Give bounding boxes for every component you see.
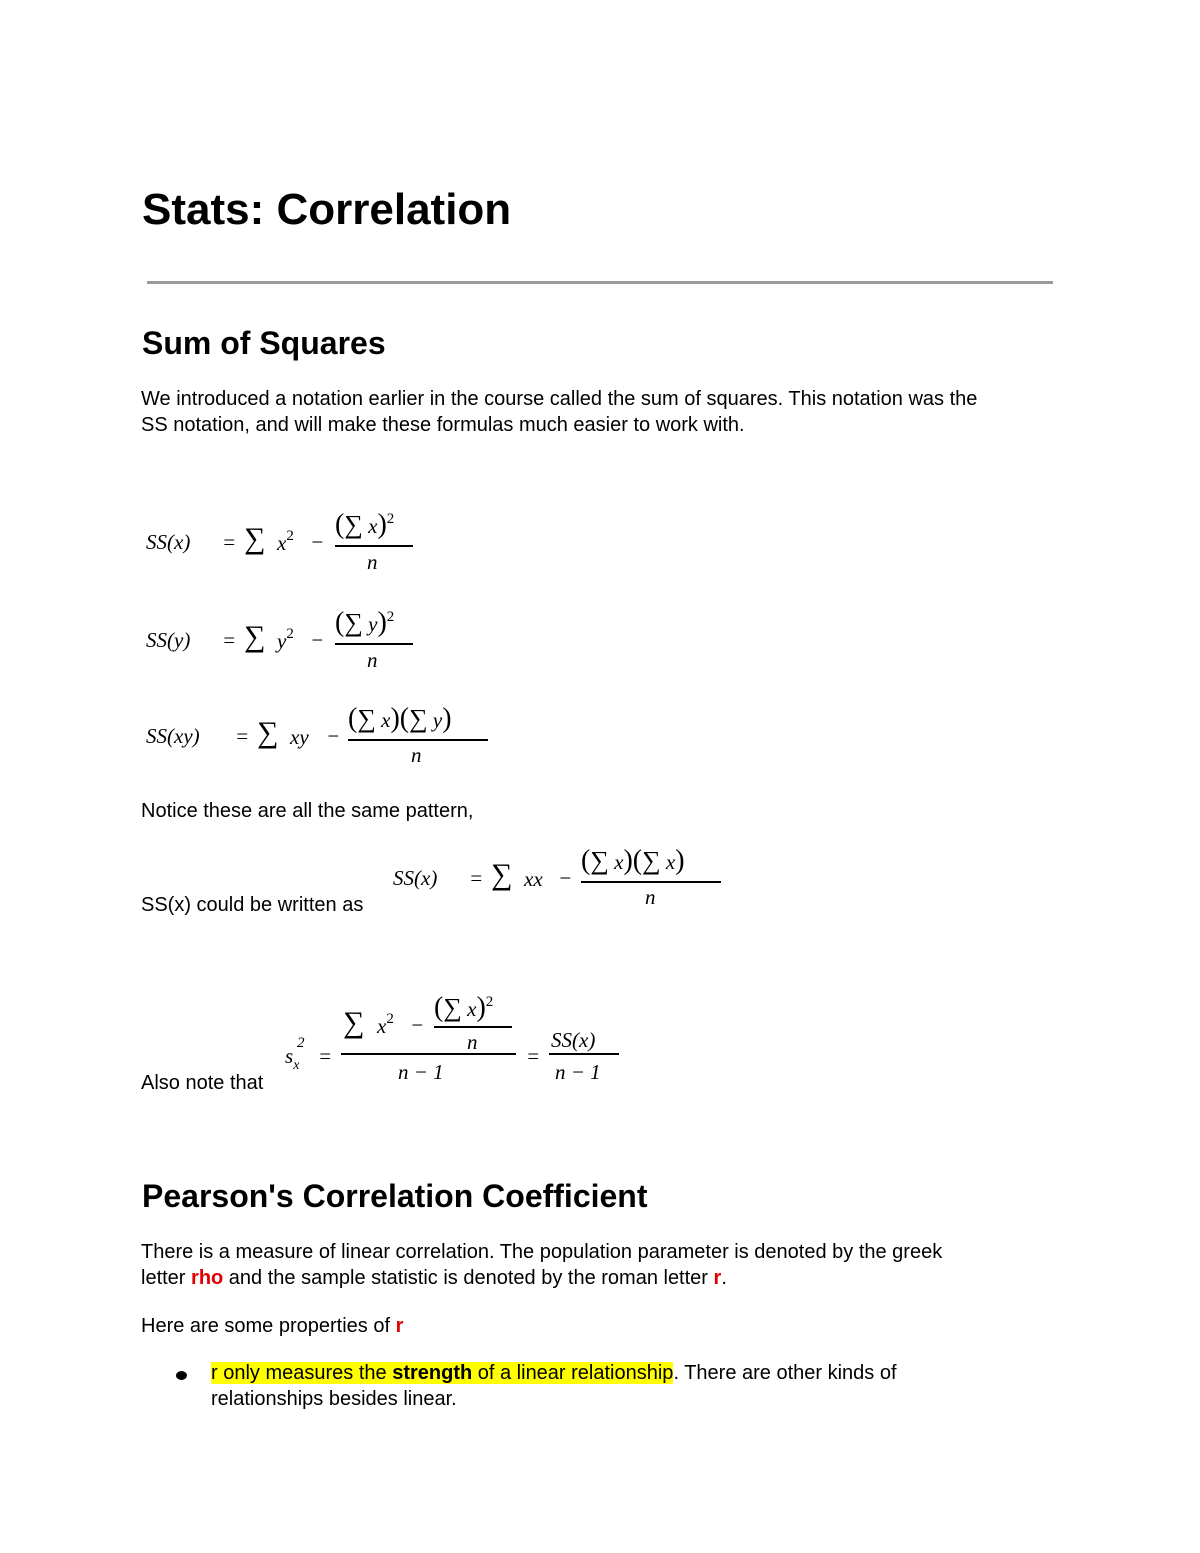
sigma-icon: ∑ (257, 716, 279, 749)
fraction-bar (348, 739, 488, 741)
denominator-n-minus-1-2: n − 1 (555, 1060, 601, 1084)
intro-text-line2: SS notation, and will make these formulas much easier to work with. (141, 414, 745, 436)
pearson-text-line1: There is a measure of linear correlation. The population parameter is denoted by the greek (141, 1241, 943, 1263)
numerator-sum-x-squared: (∑ x)$^2$ (335, 509, 395, 540)
denominator-n-minus-1: n − 1 (398, 1060, 444, 1084)
r-term: r (395, 1315, 404, 1337)
notice-text: Notice these are all the same pattern, (141, 800, 474, 822)
term-y-squared: $y^2$ (277, 626, 294, 653)
minus-sign: − (310, 628, 325, 652)
inner-numerator: (∑ x)$^2$ (434, 992, 494, 1023)
formula-lhs: SS(y) (146, 628, 191, 652)
numerator-sumx-sumy: (∑ x)(∑ y) (348, 703, 452, 734)
term-xx: xx (524, 867, 543, 891)
inner-fraction-bar (434, 1026, 512, 1028)
could-be-written-text: SS(x) could be written as (141, 894, 364, 916)
formula-lhs: SS(x) (393, 866, 438, 890)
pearson-text-line2: letter rho and the sample statistic is denoted by the roman letter r. (141, 1267, 727, 1289)
sigma-icon: ∑ (244, 620, 266, 653)
bullet-item-line1: r only measures the strength of a linear relationship. There are other kinds of (211, 1362, 897, 1384)
numerator-sum-y-squared: (∑ y)$^2$ (335, 607, 395, 638)
bullet-item-line2: relationships besides linear. (211, 1388, 457, 1410)
equals-sign-2: = (526, 1044, 541, 1068)
term-x-squared: $x^2$ (277, 528, 294, 555)
denominator-n: n (367, 550, 378, 574)
main-fraction-bar (341, 1053, 516, 1055)
minus-sign: − (410, 1013, 425, 1037)
equals-sign: = (469, 866, 484, 890)
minus-sign: − (558, 866, 573, 890)
horizontal-rule (147, 281, 1053, 284)
highlighted-text: r only measures the strength of a linear relationship (211, 1362, 674, 1384)
term-xy: xy (290, 725, 309, 749)
denominator-n: n (645, 885, 656, 909)
also-note-text: Also note that (141, 1072, 264, 1094)
properties-intro: Here are some properties of r (141, 1315, 404, 1337)
fraction-bar (335, 545, 413, 547)
section-heading-sum-of-squares: Sum of Squares (142, 325, 386, 361)
rho-term: rho (191, 1267, 224, 1289)
variance-symbol: $s_x$ (285, 1044, 300, 1073)
term-x-squared: $x^2$ (377, 1011, 394, 1038)
inner-denominator-n: n (467, 1030, 478, 1054)
sigma-icon: ∑ (244, 522, 266, 555)
equals-sign: = (318, 1044, 333, 1068)
minus-sign: − (326, 724, 341, 748)
formula-lhs: SS(xy) (146, 724, 200, 748)
equals-sign: = (222, 628, 237, 652)
strength-term: strength (392, 1362, 473, 1384)
denominator-n: n (411, 743, 422, 767)
fraction-bar (581, 881, 721, 883)
equals-sign: = (222, 530, 237, 554)
numerator-ss-x: SS(x) (551, 1028, 596, 1052)
page-title: Stats: Correlation (142, 185, 512, 234)
denominator-n: n (367, 648, 378, 672)
variance-exponent: 2 (297, 1035, 305, 1051)
formula-lhs: SS(x) (146, 530, 191, 554)
minus-sign: − (310, 530, 325, 554)
bullet-icon (176, 1371, 187, 1380)
sigma-icon: ∑ (343, 1006, 365, 1039)
numerator-sumx-sumx: (∑ x)(∑ x) (581, 845, 685, 876)
fraction-bar-2 (549, 1053, 619, 1055)
intro-text-line1: We introduced a notation earlier in the course called the sum of squares. This notation was the (141, 388, 978, 410)
fraction-bar (335, 643, 413, 645)
section-heading-pearson: Pearson's Correlation Coefficient (142, 1178, 648, 1214)
sigma-icon: ∑ (491, 858, 513, 891)
r-term: r (713, 1267, 722, 1289)
equals-sign: = (235, 724, 250, 748)
